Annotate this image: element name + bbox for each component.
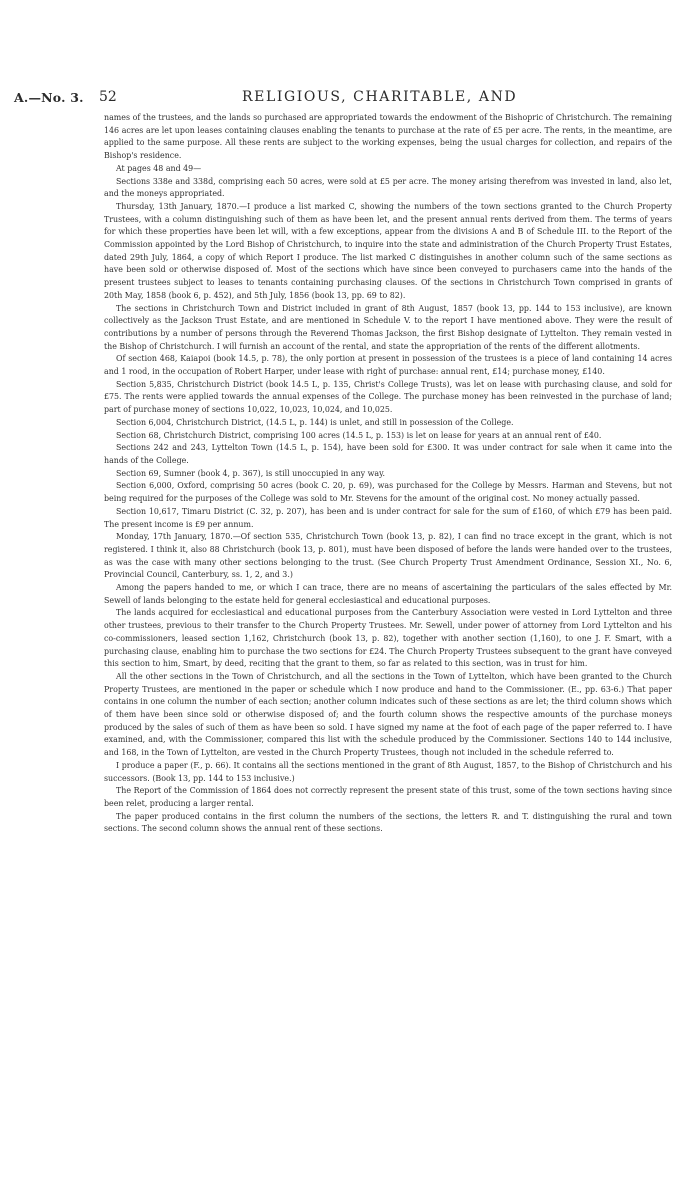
running-title: RELIGIOUS, CHARITABLE, AND: [242, 89, 518, 105]
paragraph: The lands acquired for ecclesiastical and educational purposes from the Canterbury Association were vested in Lord Lyttelton and three other trustees, previous to their transfer to the Church Property Trustees. Mr. Sewell, under power of attorney from Lord Lyttelton and his co-commissioners, leased section 1,162, Christchurch (book 13, p. 82), together with another section (1,160), to one J. F. Smart, with a purchasing clause, enabling him to purchase the two sections for £24. The Church Property Trustees subsequent to the grant have conveyed this section to him, Smart, by deed, reciting that the grant to them, so far as related to this section, was in trust for him.: [104, 608, 672, 669]
document-body: [104, 112, 672, 836]
paragraph: Among the papers handed to me, or which I can trace, there are no means of ascertaining the particulars of the sales effected by Mr. Sewell of lands belonging to the estate held for general ecclesiastical and educational purposes.: [104, 583, 672, 605]
parliamentary-paper-reference: A.—No. 3.: [14, 90, 84, 105]
paragraph: Sections 338e and 338d, comprising each 50 acres, were sold at £5 per acre. The money arising therefrom was invested in land, also let, and the moneys appropriated.: [104, 176, 672, 199]
paragraph: All the other sections in the Town of Christchurch, and all the sections in the Town of Lyttelton, which have been granted to the Church Property Trustees, are mentioned in the paper or schedule which I now produce and hand to the Commissioner. (E., pp. 63-6.) That paper contains in one column the number of each section; another column indicates such of these sections as are let; the third column shows which of them have been since sold or otherwise disposed of; and the fourth column shows the respective amounts of the purchase moneys produced by the sales of such of them as have been so sold. I have signed my name at the foot of each page of the paper referred to. I have examined, and, with the Commissioner, compared this list with the schedule produced by the Commissioner. Sections 140 to 144 inclusive, and 168, in the Town of Lyttelton, are vested in the Church Property Trustees, though not included in the schedule referred to.: [104, 671, 672, 758]
paragraph: The sections in Christchurch Town and District included in grant of 8th August, 1857 (book 13, pp. 144 to 153 inclusive), are known collectively as the Jackson Trust Estate, and are mentioned in Schedule V. to the report I have mentioned above. They were the result of contributions by a number of persons through the Reverend Thomas Jackson, the first Bishop designate of Lyttelton. They remain vested in the Bishop of Christchurch. I will furnish an account of the rental, and state the appropriation of the rents of the different allotments.: [104, 303, 672, 351]
paragraph: Section 6,004, Christchurch District, (14.5 L, p. 144) is unlet, and still in possession of the College.: [116, 417, 514, 427]
paragraph: I produce a paper (F., p. 66). It contains all the sections mentioned in the grant of 8th August, 1857, to the Bishop of Christchurch and his successors. (Book 13, pp. 144 to 153 inclusive.): [104, 760, 672, 783]
paragraph: The Report of the Commission of 1864 does not correctly represent the present state of this trust, some of the town sections having since been relet, producing a larger rental.: [104, 786, 672, 808]
page-number: 52: [99, 89, 117, 105]
paragraph: Sections 242 and 243, Lyttelton Town (14.5 L, p. 154), have been sold for £300. It was under contract for sale when it came into the hands of the College.: [104, 443, 672, 465]
paragraph: Section 68, Christchurch District, comprising 100 acres (14.5 L, p. 153) is let on lease for years at an annual rent of £40.: [116, 430, 602, 440]
paragraph: Monday, 17th January, 1870.—Of section 535, Christchurch Town (book 13, p. 82), I can find no trace except in the grant, which is not registered. I think it, also 88 Christchurch (book 13, p. 801), must have been disposed of before the lands were handed over to the trustees, as was the case with many other sections belonging to the trust. (See Church Property Trust Amendment Ordinance, Session XI., No. 6, Provincial Council, Canterbury, ss. 1, 2, and 3.): [104, 532, 672, 580]
paragraph: Thursday, 13th January, 1870.—I produce a list marked C, showing the numbers of the town sections granted to the Church Property Trustees, with a column distinguishing such of them as have been let, and the present annual rents derived from them. The terms of years for which these properties have been let will, with a few exceptions, appear from the divisions A and B of Schedule III. to the Report of the Commission appointed by the Lord Bishop of Christchurch, to inquire into the state and administration of the Church Property Trust Estates, dated 29th July, 1864, a copy of which Report I produce. The list marked C distinguishes in another column such of the same sections as have been sold or otherwise disposed of. Most of the sections which have since been conveyed to purchasers came into the hands of the present trustees subject to leases to tenants containing purchasing clauses. Of the sections in Christchurch Town comprised in grants of 20th May, 1858 (book 6, p. 452), and 5th July, 1856 (book 13, pp. 69 to 82).: [104, 201, 672, 300]
page-header: [14, 90, 686, 112]
paragraph: Section 10,617, Timaru District (C. 32, p. 207), has been and is under contract for sale for the sum of £160, of which £79 has been paid. The present income is £9 per annum.: [104, 506, 672, 529]
paragraph: names of the trustees, and the lands so purchased are appropriated towards the endowment of the Bishopric of Christchurch. The remaining 146 acres are let upon leases containing clauses enabling the tenants to purchase at the rate of £5 per acre. The rents, in the meantime, are applied to the same purpose. All these rents are subject to the working expenses, being the usual charges for collection, and repairs of the Bishop's residence.: [104, 113, 672, 161]
paragraph: The paper produced contains in the first column the numbers of the sections, the letters R. and T. distinguishing the rural and town sections. The second column shows the annual rent of these sections.: [104, 811, 672, 834]
paragraph: Section 6,000, Oxford, comprising 50 acres (book C. 20, p. 69), was purchased for the College by Messrs. Harman and Stevens, but not being required for the purposes of the College was sold to Mr. Stevens for the amount of the original cost. No money actually passed.: [104, 481, 672, 504]
paragraph: Section 69, Sumner (book 4, p. 367), is still unoccupied in any way.: [116, 468, 386, 478]
paragraph: Section 5,835, Christchurch District (book 14.5 L, p. 135, Christ's College Trusts), was let on lease with purchasing clause, and sold for £75. The rents were applied towards the annual expenses of the College. The purchase money has been reinvested in the purchase of land; part of purchase money of sections 10,022, 10,023, 10,024, and 10,025.: [104, 379, 672, 415]
paragraph: Of section 468, Kaiapoi (book 14.5, p. 78), the only portion at present in possession of the trustees is a piece of land containing 14 acres and 1 rood, in the occupation of Robert Harper, under lease with right of purchase: annual rent, £14; purchase money, £140.: [104, 354, 672, 377]
paragraph: At pages 48 and 49—: [116, 163, 202, 173]
